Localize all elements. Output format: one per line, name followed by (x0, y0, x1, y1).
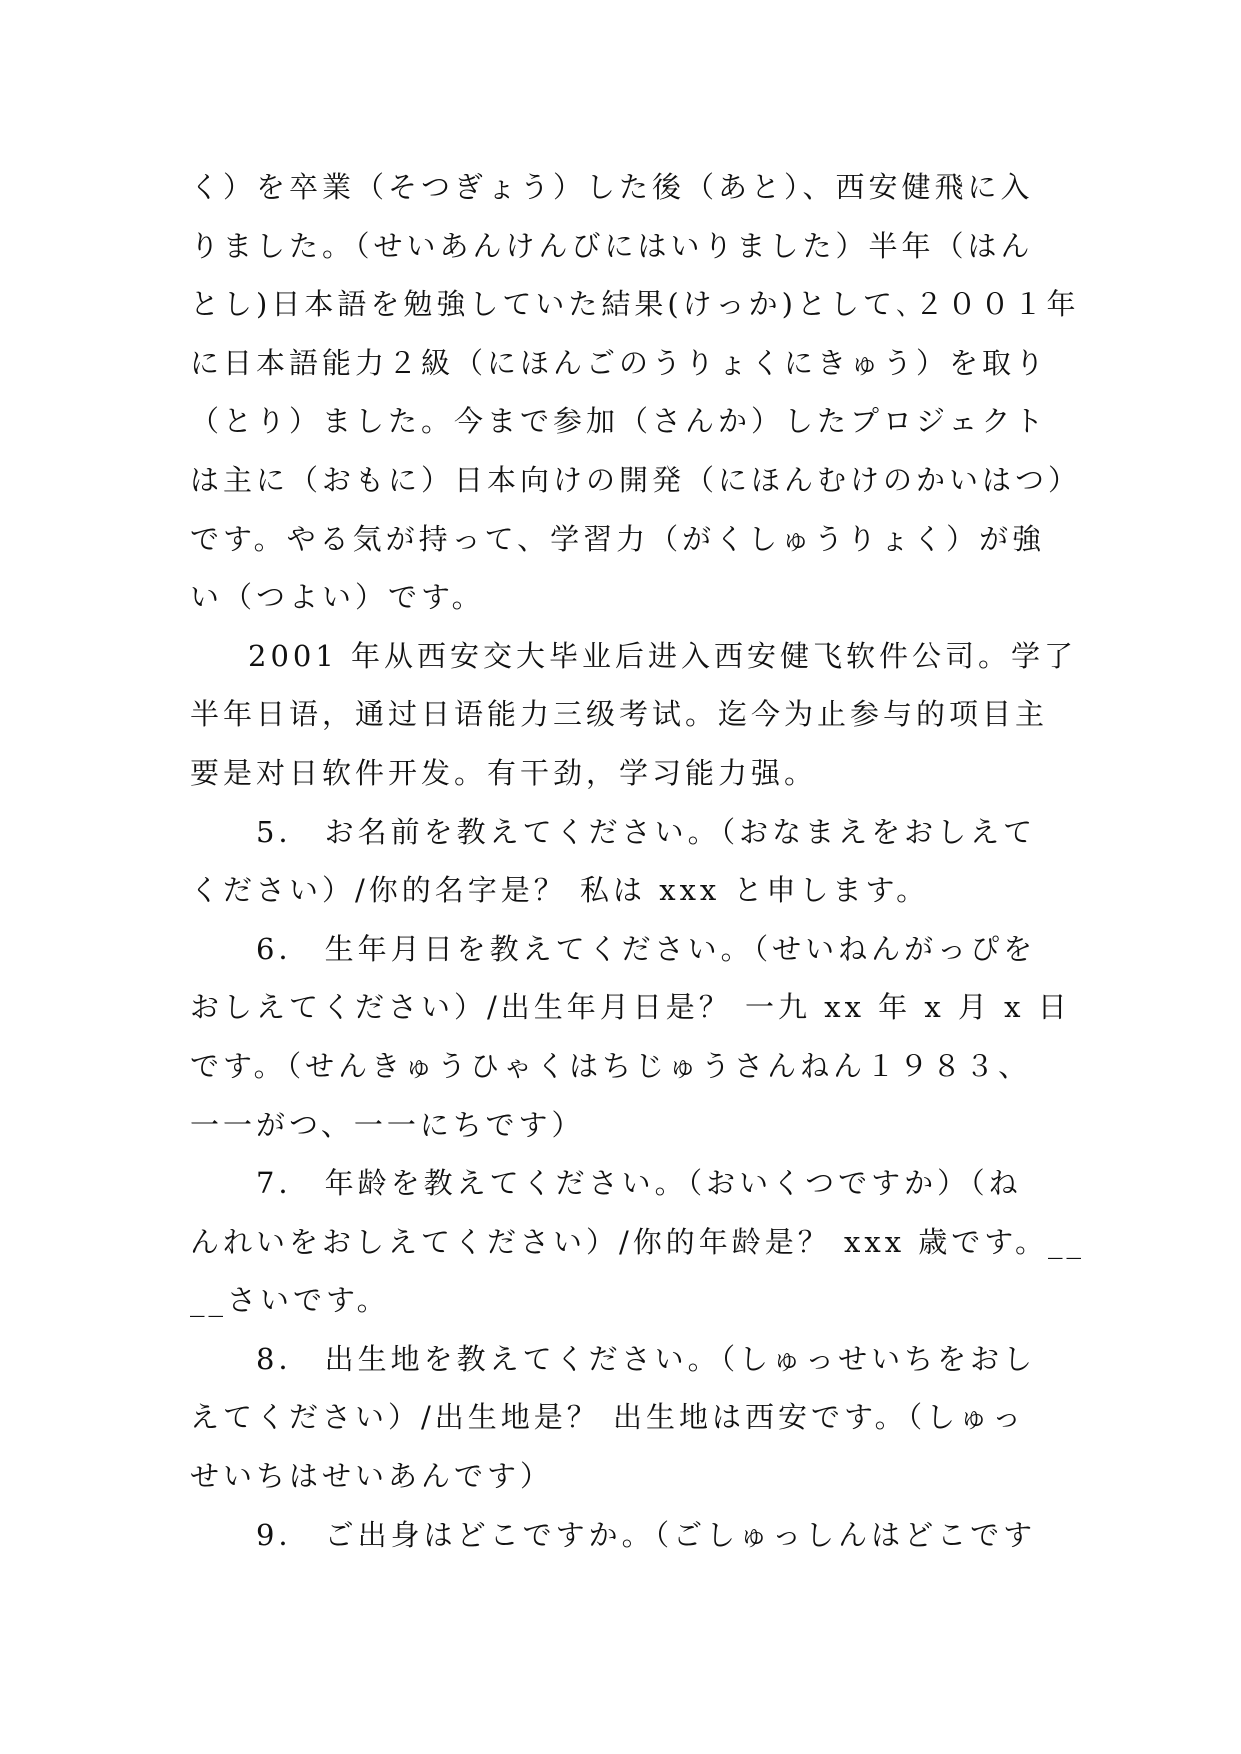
document-page (190, 158, 1085, 1564)
text-line: せいちはせいあんです） (190, 1459, 554, 1494)
paragraph-q6 (190, 920, 1071, 1154)
text-line: い（つよい）です。 (190, 580, 485, 615)
text-line: 半年日语，通过日语能力三级考试。迄今为止参与的项目主 (190, 697, 1049, 732)
paragraph-q9 (190, 1506, 1046, 1565)
paragraph-intro-jp (190, 158, 1082, 627)
text-line: おしえてください）/出生年月日是？ 一九 xx 年 x 月 x 日 (190, 990, 1071, 1025)
text-line: 要是对日软件开发。有干劲，学习能力强。 (190, 755, 818, 790)
text-line: 8． 出生地を教えてください。（しゅっせいちをおし (256, 1341, 1037, 1376)
text-line: です。（せんきゅうひゃくはちじゅうさんねん１９８３、 (190, 1048, 1032, 1083)
text-line: 6． 生年月日を教えてください。（せいねんがっぴを (256, 931, 1037, 966)
paragraph-intro-cn (190, 627, 1078, 803)
text-line: は主に（おもに）日本向けの開発（にほんむけのかいはつ） (190, 462, 1082, 497)
paragraph-q5 (190, 803, 1046, 920)
text-line: 一一がつ、一一にちです） (190, 1107, 585, 1142)
text-line: りました。（せいあんけんびにはいりました）半年（はん (190, 228, 1034, 263)
text-line: とし)日本語を勉強していた結果(けっか)として､２００１年 (190, 287, 1080, 322)
text-line: 2001 年从西安交大毕业后进入西安健飞软件公司。学了 (248, 638, 1078, 673)
text-line: 5． お名前を教えてください。（おなまえをおしえて (256, 814, 1037, 849)
text-line: です。やる気が持って、学習力（がくしゅうりょく）が強 (190, 521, 1046, 556)
text-line: （とり）ました。今まで参加（さんか）したプロジェクト (190, 404, 1048, 439)
text-line: に日本語能力２級（にほんごのうりょくにきゅう）を取り (190, 345, 1049, 380)
text-line: __さいです。 (190, 1283, 390, 1318)
text-line: んれいをおしえてください）/你的年龄是？ xxx 歳です。__ (190, 1224, 1085, 1259)
text-line: 7． 年龄を教えてください。（おいくつですか）（ね (256, 1166, 1022, 1201)
text-line: えてください）/出生地是？ 出生地は西安です。（しゅっ (190, 1400, 1026, 1435)
paragraph-q8 (190, 1330, 1046, 1506)
text-line: く）を卒業（そつぎょう）した後（あと）、西安健飛に入 (190, 170, 1034, 204)
text-line: ください）/你的名字是？ 私は xxx と申します。 (190, 873, 930, 908)
text-line: 9． ご出身はどこですか。（ごしゅっしんはどこです (256, 1517, 1037, 1552)
paragraph-q7 (190, 1154, 1085, 1330)
